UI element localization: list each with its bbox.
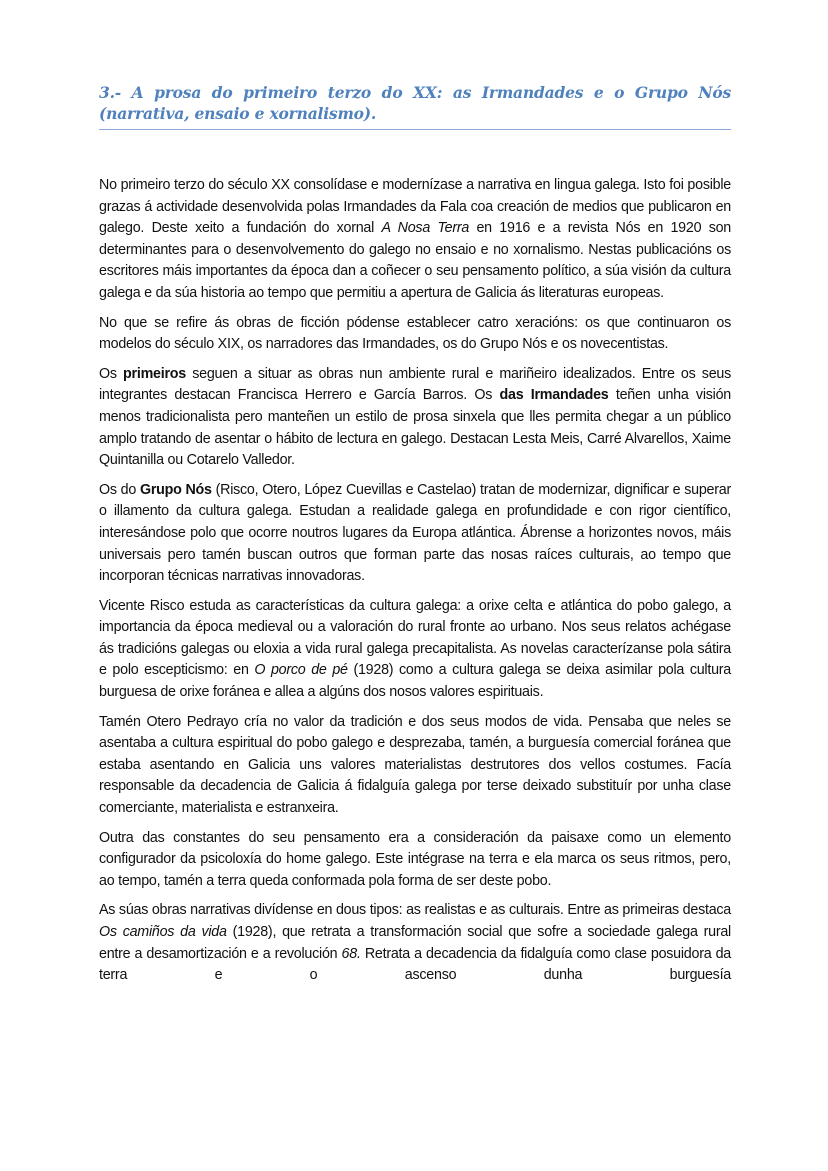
section-heading: 3.- A prosa do primeiro terzo do XX: as Irmandades e o Grupo Nós (narrativa, ensaio e xornalismo). xyxy=(99,83,731,123)
text-run: Vicente Risco estuda as características da cultura galega: a orixe celta e atlántica do pobo galego, a importancia da época medieval ou a valoración do rural fronte ao urbano. Nos seus relatos achégase ás tradicións galegas ou eloxia a vida rural galega precapitalista. As novelas caracterízanse pola sátira e polo escepticismo: en xyxy=(99,597,731,679)
heading-divider xyxy=(99,129,731,130)
paragraph xyxy=(99,364,731,472)
text-run: As súas obras narrativas divídense en dous tipos: as realistas e as culturais. Entre as primeiras destaca xyxy=(99,902,731,919)
text-run: No primeiro terzo do século XX consolídase e modernízase a narrativa en lingua galega. Isto foi posible grazas á actividade desenvolvida polas Irmandades da Fala coa creación de medios que publicaron en galego. Deste xeito a fundación do xornal xyxy=(99,177,731,237)
document-body xyxy=(99,175,731,995)
bold-text: primeiros xyxy=(123,365,186,382)
text-run: Retrata a decadencia da fidalguía como clase posuidora da terra e o ascenso dunha burguesía xyxy=(99,945,731,984)
paragraph xyxy=(99,313,731,356)
text-run: en 1916 e a revista Nós en 1920 son determinantes para o desenvolvemento do galego no ensaio e no xornalismo. Nestas publicacións os escritores máis importantes da época dan a coñecer o seu pensamento político, a súa visión da cultura galega e da súa historia ao tempo que permitiu a apertura de Galicia ás literaturas europeas. xyxy=(99,220,732,301)
text-run: (1928) como a cultura galega se deixa asimilar pola cultura burguesa de orixe foránea e allea a algúns dos nosos valores espirituais. xyxy=(99,662,731,701)
italic-title: Os camiños da vida xyxy=(99,924,227,940)
paragraph xyxy=(99,900,731,986)
paragraph xyxy=(99,480,731,588)
text-run: Os do xyxy=(99,481,140,498)
italic-title: O porco de pé xyxy=(254,662,348,679)
text-run: (1928), que retrata a transformación social que sofre a sociedade galega rural entre a desamortización e a revolución xyxy=(99,924,731,962)
text-run: Tamén Otero Pedrayo cría no valor da tradición e dos seus modos de vida. Pensaba que neles se asentaba a cultura espiritual do pobo galego e desprezaba, tamén, a burguesía comercial foránea que estaba asentando en Galicia uns valores materialistas destrutores dos vellos costumes. Facía responsable da decadencia de Galicia á fidalguía galega por terse deixado substituír por unha clase comerciante, materialista e estranxeira. xyxy=(99,713,731,817)
paragraph xyxy=(99,596,731,704)
italic-title: A Nosa Terra xyxy=(381,220,470,237)
paragraph xyxy=(99,175,731,305)
text-run: No que se refire ás obras de ficción pódense establecer catro xeracións: os que continuaron os modelos do século XIX, os narradores das Irmandades, os do Grupo Nós e os novecentistas. xyxy=(99,314,731,353)
bold-text: das Irmandades xyxy=(499,387,609,404)
text-run: Os xyxy=(99,365,124,382)
text-run: seguen a situar as obras nun ambiente rural e mariñeiro idealizados. Entre os seus integrantes destacan Francisca Herrero e García Barros. Os xyxy=(99,365,731,404)
text-run: teñen unha visión menos tradicionalista pero manteñen un estilo de prosa sinxela que lles permita chegar a un público amplo tratando de asentar o hábito de lectura en galego. Destacan Lesta Meis, Carré Alvarellos, Xaime Quintanilla ou Cotarelo Valledor. xyxy=(99,387,731,469)
paragraph xyxy=(99,712,731,820)
italic-title: 68. xyxy=(341,945,361,962)
text-run: Outra das constantes do seu pensamento era a consideración da paisaxe como un elemento configurador da psicoloxía do home galego. Este intégrase na terra e ela marca os seus ritmos, pero, ao tempo, tamén a terra queda conformada pola forma de ser deste pobo. xyxy=(99,829,731,889)
paragraph xyxy=(99,828,731,893)
bold-text: Grupo Nós xyxy=(139,481,212,498)
text-run: (Risco, Otero, López Cuevillas e Castelao) tratan de modernizar, dignificar e superar o illamento da cultura galega. Estudan a realidade galega en profundidade e con rigor científico, interesándose polo que ocorre noutros lugares da Europa atlántica. Ábrense a horizontes novos, máis universais pero tamén buscan outros que forman parte das nosas raíces culturais, ao tempo que incorporan técnicas narrativas innovadoras. xyxy=(99,481,731,585)
